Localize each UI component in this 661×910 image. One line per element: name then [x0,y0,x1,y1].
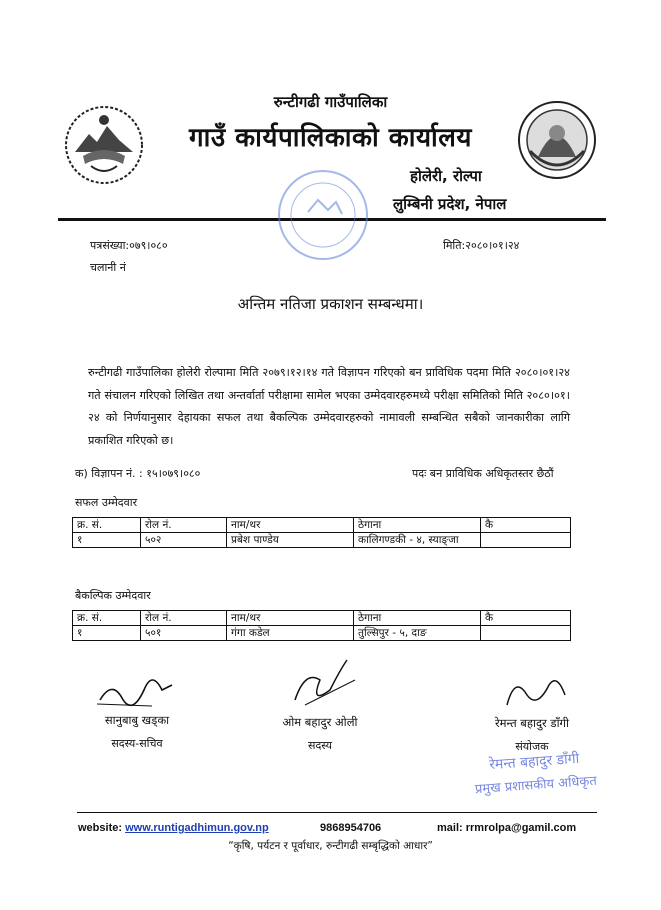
post-title: पदः बन प्राविधिक अधिकृतस्तर छैठौं [412,467,554,480]
cell-remarks [481,533,571,548]
email-info [437,822,576,834]
header-address: ठेगाना [354,518,481,533]
footer-divider [77,812,597,813]
address-line-1: होलेरी, रोल्पा [410,167,482,185]
header-address: ठेगाना [354,611,481,626]
header-roll: रोल नं. [141,611,227,626]
successful-candidates-table [72,517,571,548]
stamp-line-2: प्रमुख प्रशासकीय अधिकृत [474,773,598,798]
signatory-coordinator [462,665,602,754]
signatory-name: रेमन्त बहादुर डाँगी [494,716,570,730]
table-header-row [73,518,571,533]
header-remarks: कै [481,518,571,533]
signatory-name: ओम बहादुर ओली [282,715,358,729]
cell-address: तुल्सिपुर - ५, दाङ [354,626,481,641]
municipality-name: रुन्टीगढी गाउँपालिका [273,93,388,111]
subject-line: अन्तिम नतिजा प्रकाशन सम्बन्धमा। [237,295,424,313]
advertisement-number: क) विज्ञापन नं. : १५।०७९।०८० [75,467,201,480]
header-name: नाम/थर [227,518,354,533]
successful-heading: सफल उम्मेदवार [75,496,138,509]
dispatch-number: चलानी नं [90,261,126,274]
cell-serial: १ [73,533,141,548]
header-remarks: कै [481,611,571,626]
office-seal-stamp [268,160,378,270]
letter-date: मिति:२०८०।०१।२४ [443,239,520,252]
handwritten-signature [275,650,365,712]
table-row [73,533,571,548]
header-name: नाम/थर [227,611,354,626]
alternate-heading: बैकल्पिक उम्मेदवार [75,589,151,602]
stamp-line-1: रेमन्त बहादुर डाँगी [488,750,580,774]
signatory-role: संयोजक [515,740,549,753]
table-header-row [73,611,571,626]
cell-remarks [481,626,571,641]
website-link[interactable]: www.runtigadhimun.gov.np [125,822,269,834]
signatory-role: सदस्य [308,739,332,752]
website-info [78,822,269,834]
signatory-member [255,650,385,753]
handwritten-signature [92,660,182,710]
table-row [73,626,571,641]
phone-number: 9868954706 [320,822,382,834]
signatory-role: सदस्य-सचिव [111,737,163,750]
header-roll: रोल नं. [141,518,227,533]
footer-slogan: “कृषि, पर्यटन र पूर्वाधार, रुन्टीगढी सम्बृद्धिको आधार” [228,840,433,852]
email-address[interactable]: rrmrolpa@gamil.com [465,822,577,834]
cell-name: गंगा कडेल [227,626,354,641]
email-label: mail: [437,822,463,834]
address-line-2: लुम्बिनी प्रदेश, नेपाल [393,195,507,213]
website-label: website: [78,822,123,834]
office-title: गाउँ कार्यपालिकाको कार्यालय [189,123,472,153]
alternate-candidates-table [72,610,571,641]
handwritten-signature [487,665,577,713]
body-paragraph: रुन्टीगढी गाउँपालिका होलेरी रोल्पामा मिति २०७९।१२।१४ गते विज्ञापन गरिएको बन प्राविधिक पदमा मिति २०८०।०१।२४ गते संचालन गरिएको लिखित तथा अन्तर्वार्ता परीक्षामा सामेल भएका उम्मेदवारहरुमध्ये परीक्षा समितिको मिति २०८०।०१।२४ को निर्णयानुसार देहायका सफल तथा बैकल्पिक उम्मेदवारहरुको नामावली सम्बन्धित सबैको जानकारीका लागि प्रकाशित गरिएको छ। [88,366,570,447]
cell-serial: १ [73,626,141,641]
header-serial: क्र. सं. [73,611,141,626]
signatory-member-secretary [72,660,202,751]
cell-roll: ५०१ [141,626,227,641]
cell-name: प्रबेश पाण्डेय [227,533,354,548]
cell-roll: ५०२ [141,533,227,548]
header-serial: क्र. सं. [73,518,141,533]
signatory-name: सानुबाबु खड्का [104,713,170,727]
cell-address: कालिगण्डकी - ४, स्याङ्जा [354,533,481,548]
reference-number: पत्रसंख्या:०७९।०८० [90,239,168,252]
